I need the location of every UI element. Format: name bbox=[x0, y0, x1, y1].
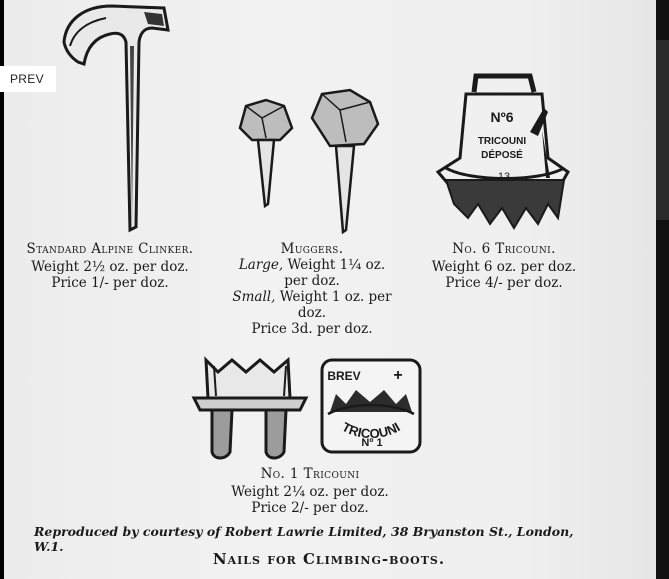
tricouni-no6-stamp-number: Nº6 bbox=[490, 109, 514, 125]
muggers-large-weight: Weight 1¼ oz. per doz. bbox=[284, 257, 386, 289]
badge-number: Nº 1 bbox=[361, 437, 383, 449]
tricouni6-weight: Weight 6 oz. per doz. bbox=[431, 259, 577, 275]
tricouni6-price: Price 4/- per doz. bbox=[445, 275, 563, 291]
clinker-nail-illustration bbox=[44, 2, 184, 234]
muggers-small-weight: Weight 1 oz. per doz. bbox=[279, 289, 392, 321]
plate-title: Nails for Climbing-boots. bbox=[212, 550, 446, 568]
muggers-caption bbox=[230, 241, 394, 337]
tricouni-no6-stamp-line1: TRICOUNI bbox=[477, 136, 527, 147]
tricouni-no1-badge bbox=[320, 358, 422, 454]
clinker-weight: Weight 2½ oz. per doz. bbox=[31, 259, 189, 275]
tricouni1-caption bbox=[200, 466, 420, 516]
tricouni6-caption bbox=[416, 241, 592, 291]
tricouni1-price: Price 2/- per doz. bbox=[251, 500, 369, 516]
muggers-small-label: Small, bbox=[232, 289, 276, 305]
muggers-large-label: Large, bbox=[238, 257, 284, 273]
clinker-price: Price 1/- per doz. bbox=[51, 275, 169, 291]
tricouni-no6-stamp-line2: DÉPOSÉ bbox=[481, 150, 523, 161]
prev-button[interactable]: PREV bbox=[0, 66, 56, 92]
tricouni1-name: No. 1 Tricouni bbox=[260, 466, 360, 482]
muggers-nails-illustration bbox=[232, 88, 392, 238]
muggers-price: Price 3d. per doz. bbox=[251, 321, 373, 337]
badge-plus: + bbox=[393, 367, 403, 384]
viewer-right-edge bbox=[656, 0, 669, 579]
tricouni-no1-illustration bbox=[190, 354, 314, 466]
muggers-name: Muggers. bbox=[280, 241, 344, 257]
tricouni1-weight: Weight 2¼ oz. per doz. bbox=[231, 484, 389, 500]
clinker-name: Standard Alpine Clinker. bbox=[26, 241, 194, 257]
viewer-side-tab bbox=[656, 40, 669, 220]
credit-line: Reproduced by courtesy of Robert Lawrie Limited, 38 Bryanston St., London, W.1. bbox=[34, 524, 574, 554]
clinker-caption bbox=[26, 241, 194, 291]
badge-top-text: BREV bbox=[327, 369, 361, 383]
tricouni6-name: No. 6 Tricouni. bbox=[452, 241, 556, 257]
tricouni-no6-stamp-bottom: 13 bbox=[497, 171, 511, 183]
tricouni-no6-illustration bbox=[430, 68, 580, 236]
badge-arc-text: TRICOUNI bbox=[339, 419, 403, 442]
book-page bbox=[4, 0, 656, 579]
